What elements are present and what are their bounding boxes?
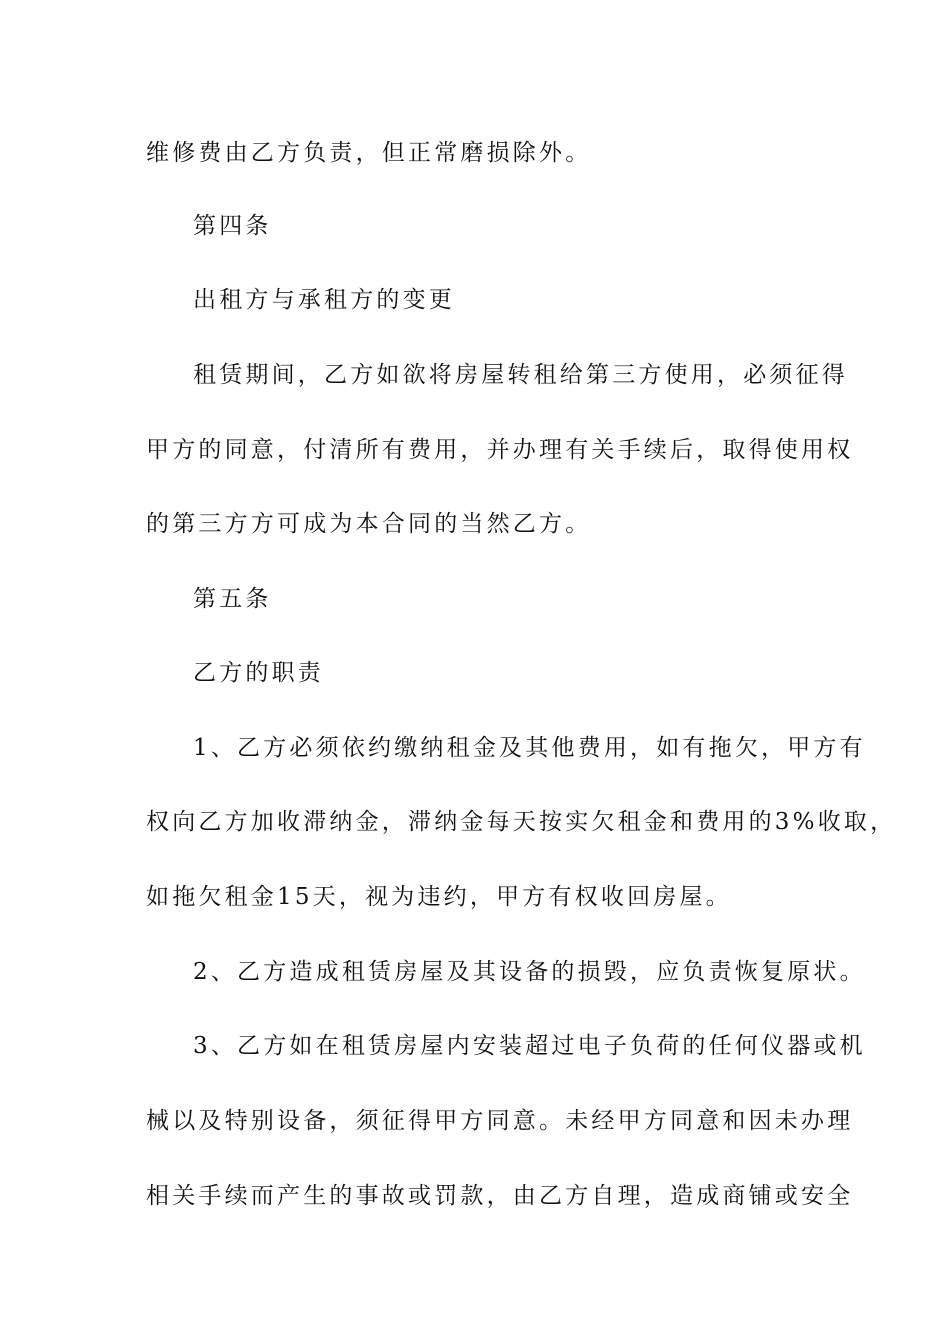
section-title: 乙方的职责 (193, 660, 324, 686)
article-heading: 第五条 (193, 586, 272, 612)
text-line: 租赁期间，乙方如欲将房屋转租给第三方使用，必须征得 (193, 362, 848, 388)
text-line: 甲方的同意，付清所有费用，并办理有关手续后，取得使用权 (146, 437, 854, 463)
text-line: 权向乙方加收滞纳金，滞纳金每天按实欠租金和费用的3%收取， (146, 809, 897, 835)
text-line: 械以及特别设备，须征得甲方同意。未经甲方同意和因未办理 (146, 1108, 854, 1134)
text-line: 相关手续而产生的事故或罚款，由乙方自理，造成商铺或安全 (146, 1183, 854, 1209)
text-line: 如拖欠租金15天，视为违约，甲方有权收回房屋。 (146, 884, 732, 910)
text-line: 2、乙方造成租赁房屋及其设备的损毁，应负责恢复原状。 (193, 959, 866, 985)
text-line: 维修费由乙方负责，但正常磨损除外。 (146, 140, 592, 166)
text-line: 3、乙方如在租赁房屋内安装超过电子负荷的任何仪器或机 (193, 1033, 866, 1059)
article-heading: 第四条 (193, 213, 272, 239)
section-title: 出租方与承租方的变更 (193, 287, 455, 313)
text-line: 1、乙方必须依约缴纳租金及其他费用，如有拖欠，甲方有 (193, 735, 866, 761)
text-line: 的第三方方可成为本合同的当然乙方。 (146, 511, 592, 537)
